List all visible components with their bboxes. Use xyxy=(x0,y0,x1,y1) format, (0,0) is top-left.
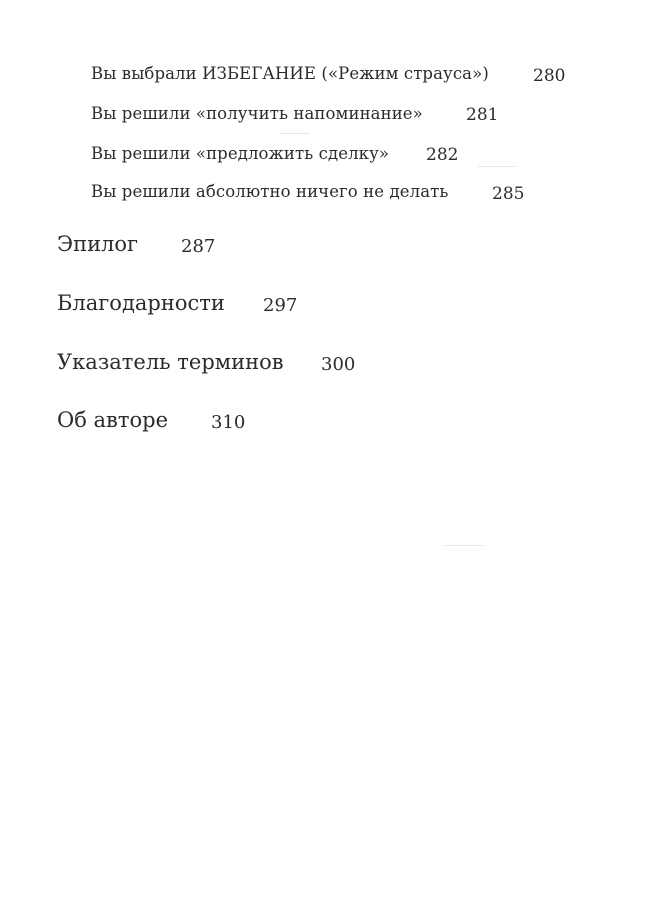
toc-chapter-page-number: 287 xyxy=(181,236,216,257)
scan-speck xyxy=(280,133,310,134)
toc-subentry-page-number: 281 xyxy=(466,105,499,125)
toc-subentry-title: Вы выбрали ИЗБЕГАНИЕ («Режим страуса») xyxy=(91,64,489,83)
toc-subentry-page-number: 282 xyxy=(426,145,459,165)
toc-subentry-title: Вы решили абсолютно ничего не делать xyxy=(91,182,449,201)
toc-chapter-title: Об авторе xyxy=(57,408,169,432)
toc-subentry-title: Вы решили «предложить сделку» xyxy=(91,144,390,163)
toc-chapter-title: Благодарности xyxy=(57,291,225,315)
toc-chapter-page-number: 310 xyxy=(211,412,246,433)
scan-speck xyxy=(444,545,484,546)
toc-chapter-title: Указатель терминов xyxy=(57,350,284,374)
toc-chapter-page-number: 300 xyxy=(321,354,356,375)
toc-chapter-page-number: 297 xyxy=(263,295,298,316)
toc-subentry-page-number: 280 xyxy=(533,66,566,86)
scan-speck xyxy=(478,166,516,167)
toc-subentry-title: Вы решили «получить напоминание» xyxy=(91,104,423,123)
toc-chapter-title: Эпилог xyxy=(57,232,139,256)
toc-subentry-page-number: 285 xyxy=(492,184,525,204)
